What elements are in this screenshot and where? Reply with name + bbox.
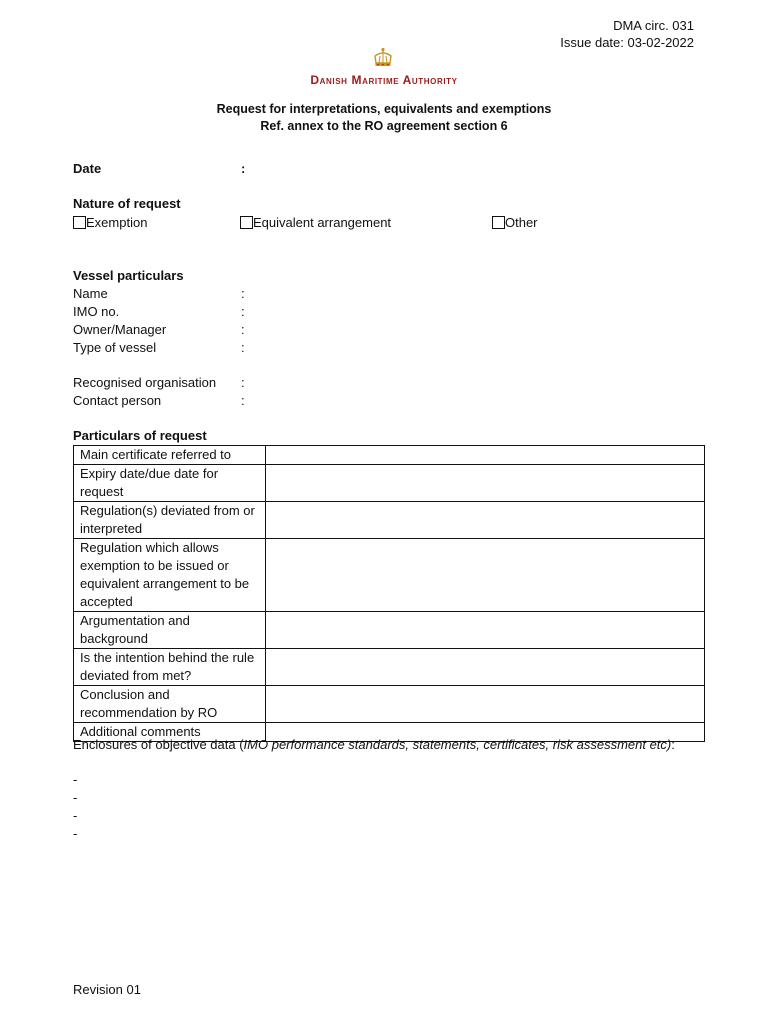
particulars-heading: Particulars of request (73, 428, 207, 443)
row-value-cell[interactable] (266, 649, 705, 686)
table-row (74, 649, 705, 686)
row-value-cell[interactable] (266, 612, 705, 649)
row-value-cell[interactable] (266, 539, 705, 612)
field-colon: : (241, 322, 245, 337)
date-label: Date (73, 161, 102, 176)
field-colon: : (241, 304, 245, 319)
title-line-1: Request for interpretations, equivalents and exemptions (216, 102, 552, 116)
row-value-cell[interactable] (266, 465, 705, 502)
row-value-cell[interactable] (266, 686, 705, 723)
table-row (74, 612, 705, 649)
option-label: Other (505, 215, 538, 230)
enclosures-suffix: : (671, 737, 675, 752)
table-row (74, 446, 705, 465)
option-label: Equivalent arrangement (253, 215, 392, 230)
org-name: Danish Maritime Authority (310, 73, 458, 87)
particulars-table (73, 445, 705, 742)
imo-number-label: IMO no. (73, 304, 120, 319)
row-label: Is the intention behind the rule deviated from met? (74, 649, 266, 686)
revision-label: Revision 01 (73, 982, 141, 997)
table-row (74, 539, 705, 612)
crown-icon (372, 47, 394, 69)
enclosure-item: - (73, 826, 78, 841)
document-header (560, 17, 694, 51)
other-checkbox[interactable] (492, 216, 505, 229)
owner-manager-label: Owner/Manager (73, 322, 167, 337)
vessel-name-label: Name (73, 286, 108, 301)
recognised-organisation-label: Recognised organisation (73, 375, 217, 390)
title-line-2: Ref. annex to the RO agreement section 6 (260, 119, 508, 133)
field-colon: : (241, 375, 245, 390)
field-colon: : (241, 286, 245, 301)
row-label: Expiry date/due date for request (74, 465, 266, 502)
circular-number: DMA circ. 031 (613, 18, 694, 33)
row-label: Additional comments (74, 723, 266, 742)
field-colon: : (241, 393, 245, 408)
option-label: Exemption (86, 215, 148, 230)
option-other[interactable] (492, 215, 538, 230)
enclosure-item: - (73, 772, 78, 787)
row-label: Regulation(s) deviated from or interpreted (74, 502, 266, 539)
option-equivalent-arrangement[interactable] (240, 215, 391, 230)
exemption-checkbox[interactable] (73, 216, 86, 229)
row-label: Conclusion and recommendation by RO (74, 686, 266, 723)
row-label: Main certificate referred to (74, 446, 266, 465)
date-colon: : (241, 161, 246, 176)
field-colon: : (241, 340, 245, 355)
issue-date: Issue date: 03-02-2022 (560, 35, 694, 50)
row-label: Argumentation and background (74, 612, 266, 649)
table-row (74, 686, 705, 723)
vessel-heading: Vessel particulars (73, 268, 184, 283)
enclosure-item: - (73, 808, 78, 823)
row-label: Regulation which allows exemption to be issued or equivalent arrangement to be accepted (74, 539, 266, 612)
document-title (0, 101, 768, 135)
enclosures-prefix: Enclosures of objective data ( (73, 737, 244, 752)
table-row (74, 465, 705, 502)
option-exemption[interactable] (73, 215, 147, 230)
enclosure-item: - (73, 790, 78, 805)
contact-person-label: Contact person (73, 393, 162, 408)
row-value-cell[interactable] (266, 502, 705, 539)
equivalent-checkbox[interactable] (240, 216, 253, 229)
nature-heading: Nature of request (73, 196, 181, 211)
enclosures-text (73, 736, 713, 754)
table-row (74, 502, 705, 539)
enclosures-examples: IMO performance standards, statements, certificates, risk assessment etc) (243, 737, 672, 752)
row-value-cell[interactable] (266, 446, 705, 465)
vessel-type-label: Type of vessel (73, 340, 157, 355)
